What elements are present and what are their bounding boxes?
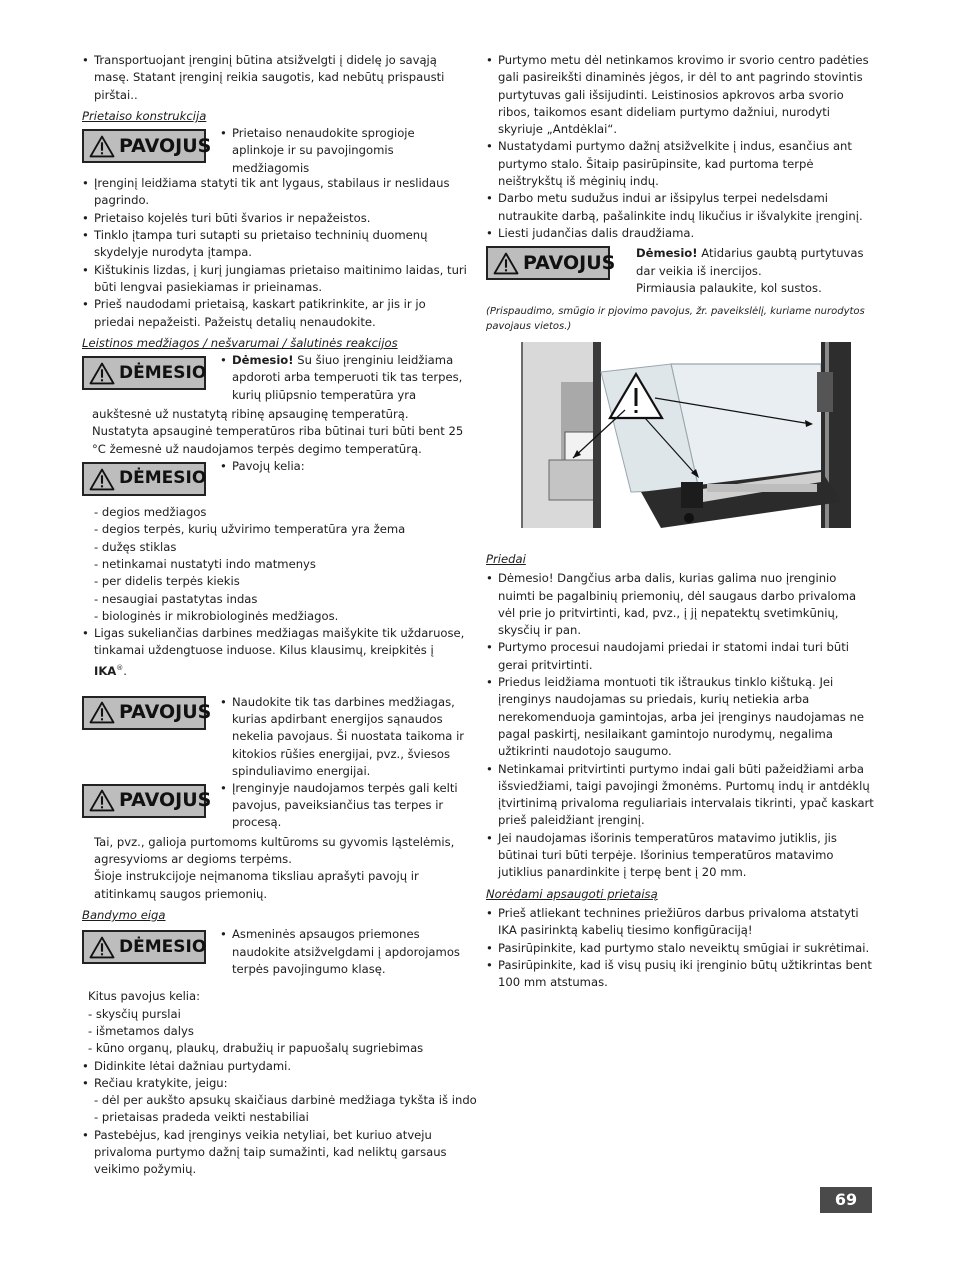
list-item: • Pasirūpinkite, kad iš visų pusių iki įrenginio būtų užtikrintas bent 100 mm atstumas. <box>486 957 874 992</box>
list-item: • Nustatydami purtymo dažnį atsižvelkite į indus, esančius ant purtymo stalo. Šitaip pasirūpinsite, kad purtoma terpė neištrykštų iš mėginių indų. <box>486 138 874 190</box>
list-item: - per didelis terpės kiekis <box>94 574 240 589</box>
list-item: • Liesti judančias dalis draudžiama. <box>486 225 874 242</box>
list-item: • Jei naudojamas išorinis temperatūros matavimo jutiklis, jis būtinai turi būti terpėje. Išorinius temperatūros matavimo jutiklius panardinkite į terpę bent į 20 mm. <box>486 830 874 882</box>
protect-list <box>486 905 874 991</box>
list-item: - degios medžiagos <box>94 505 207 520</box>
warning-triangle-icon <box>89 789 115 812</box>
list-item: - nesaugiai pastatytas indas <box>94 591 258 606</box>
construction-list <box>82 175 467 331</box>
danger-text: Dėmesio! Atidarius gaubtą purtytuvas dar veikia iš inercijos. Pirmiausia palaukite, kol sustos. <box>636 246 864 295</box>
warning-triangle-icon <box>89 135 115 158</box>
danger-block-media <box>82 780 467 832</box>
danger-continuation: Tai, pvz., galioja purtomoms kultūroms su gyvomis ląstelėmis, agresyvioms ar degioms terpėms. Šioje instrukcijoje neįmanoma tiksliau aprašyti pavojų ir atitinkamų saugos priemonių. <box>94 834 455 901</box>
warning-triangle-icon <box>89 701 115 724</box>
danger-text: • Įrenginyje naudojamos terpės gali kelti pavojus, paveiksiančius tas terpes ir procesą. <box>220 780 468 832</box>
list-item: - prietaisas pradeda veikti nestabiliai <box>94 1110 309 1125</box>
slow-increase-bullet: • Didinkite lėtai dažniau purtydami. <box>82 1058 467 1075</box>
list-item: • Purtymo procesui naudojami priedai ir statomi indai turi būti gerai pritvirtinti. <box>486 639 874 674</box>
list-item: - išmetamos dalys <box>88 1023 194 1038</box>
list-item: • Prieš atliekant technines priežiūros darbus privaloma atstatyti IKA pasirinktą kabelių tiesimo konfigūraciją! <box>486 905 874 940</box>
list-item: • Prietaiso kojelės turi būti švarios ir nepažeistos. <box>82 210 467 227</box>
hazard-list <box>82 504 467 625</box>
reduce-shaking-bullet: • Rečiau kratykite, jeigu: - dėl per aukšto apsukų skaičiaus darbinė medžiaga tykšta iš indo - prietaisas pradeda veikti nestabiliai <box>82 1075 467 1127</box>
danger-badge: PAVOJUS <box>486 246 610 280</box>
list-item: - biologinės ir mikrobiologinės medžiagos. <box>94 608 339 623</box>
ika-brand: IKA <box>94 663 117 678</box>
list-item: - dužęs stiklas <box>94 539 177 554</box>
other-hazards-intro: Kitus pavojus kelia: <box>88 989 201 1004</box>
caution-badge: DĖMESIO <box>82 462 206 496</box>
danger-text: • Prietaiso nenaudokite sprogioje aplinkoje ir su pavojingomis medžiagomis <box>220 125 468 177</box>
caution-badge: DĖMESIO <box>82 356 206 390</box>
left-column <box>82 52 477 1179</box>
list-item: • Pasirūpinkite, kad purtymo stalo neveiktų smūgiai ir sukrėtimai. <box>486 940 874 957</box>
caution-text: • Asmeninės apsaugos priemones naudokite atsižvelgdami į apdorojamos terpės pavojingumo klasę. <box>220 926 468 978</box>
list-item: • Prieš naudodami prietaisą, kaskart patikrinkite, ar jis ir jo priedai nepažeisti. Pažeistų detalių nenaudokite. <box>82 296 467 331</box>
section-title-protect: Norėdami apsaugoti prietaisą <box>486 886 658 901</box>
warning-triangle-icon <box>89 468 115 491</box>
section-title-accessories: Priedai <box>486 552 526 566</box>
warning-triangle-icon <box>89 362 115 385</box>
caution-badge: DĖMESIO <box>82 930 206 964</box>
danger-block-explosive <box>82 126 467 175</box>
caution-block-hazards <box>82 459 467 502</box>
list-item: • Dėmesio! Dangčius arba dalis, kurias galima nuo įrenginio nuimti be pagalbinių priemonių, dėl saugaus darbo privaloma vėl prie jo pritvirtinti, kad, pvz., į jį nepatektų svetimkūnių, skysčių ir pan. <box>486 570 874 639</box>
caution-continuation: aukštesnė už nustatytą ribinę apsauginę temperatūrą. Nustatyta apsauginė temperatūros riba būtinai turi būti bent 25 °C žemesnė už naudojamos terpės degimo temperatūrą. <box>92 407 464 456</box>
list-item: • Netinkamai pritvirtinti purtymo indai gali būti pažeidžiami arba išsviedžiami, taigi pavojingi žmonėms. Purtomų indų ir antdėklų įtvirtinimą privaloma reguliariais intervalais tikrinti, ypač kaskart prieš paleidžiant įrenginį. <box>486 761 874 830</box>
other-hazard-list <box>82 1006 467 1058</box>
caution-block-ppe <box>82 927 467 986</box>
section-title-materials: Leistinos medžiagos / nešvarumai / šalutinės reakcijos <box>82 335 398 350</box>
danger-block-inertia <box>486 246 874 298</box>
page-number: 69 <box>820 1187 872 1213</box>
list-item: • Tinklo įtampa turi sutapti su prietaiso techninių duomenų skydelyje nurodyta įtampa. <box>82 227 467 262</box>
list-item: - skysčių purslai <box>88 1006 181 1021</box>
noise-bullet: • Pastebėjus, kad įrenginys veikia netyliai, bet kuriuo atveju privaloma purtymo dažnį taip sumažinti, kad neliktų garsaus veikimo požymių. <box>82 1127 467 1179</box>
list-item: - netinkamai nustatyti indo matmenys <box>94 556 316 571</box>
list-item: • Darbo metu sudužus indui ar išsipylus terpei nedelsdami nutraukite darbą, pašalinkite indų likučius ir išvalykite įrenginį. <box>486 190 874 225</box>
accessory-list <box>486 570 874 881</box>
warning-triangle-icon <box>89 936 115 959</box>
list-item: • Įrenginį leidžiama statyti tik ant lygaus, stabilaus ir neslidaus pagrindo. <box>82 175 467 210</box>
section-title-procedure: Bandymo eiga <box>82 908 166 923</box>
right-column-lower <box>486 547 874 991</box>
operation-list <box>486 52 874 242</box>
danger-text: • Naudokite tik tas darbines medžiagas, kurias apdirbant energijos sąnaudos nekelia pavojaus. Ši nuostata taikoma ir kitokios rūšies energijai, pvz., šviesos spinduliavimo energijai. <box>220 694 468 780</box>
danger-badge: PAVOJUS <box>82 129 206 163</box>
figure-caption: (Prispaudimo, smūgio ir pjovimo pavojus, žr. paveikslėlį, kuriame nurodytos pavojaus vietos.) <box>486 306 865 333</box>
warning-triangle-icon <box>493 252 519 275</box>
list-item: - kūno organų, plaukų, drabužių ir papuošalų sugriebimas <box>88 1041 424 1056</box>
danger-badge: PAVOJUS <box>82 784 206 818</box>
list-item: - degios terpės, kurių užvirimo temperatūra yra žema <box>94 522 406 537</box>
caution-text: • Pavojų kelia: <box>220 458 468 475</box>
list-item: • Purtymo metu dėl netinkamos krovimo ir svorio centro padėties gali pasireikšti dinaminės jėgos, ir dėl to ant pagrindo stovintis purtytuvas gali išsijudinti. Leistinosios apkrovos arba svorio ribos, taikomos esant dideliam purtymo dažniui, nurodyti skyriuje „Antdėklai“. <box>486 52 874 138</box>
list-item: • Kištukinis lizdas, į kurį jungiamas prietaiso maitinimo laidas, turi būti lengvai pasiekiamas ir prieinamas. <box>82 262 467 297</box>
caution-block-flashpoint: DĖMESIO • Dėmesio! Su šiuo įrenginiu leidžiama apdoroti arba temperuoti tik tas terpes, kurių pliūpsnio temperatūra yra <box>82 356 467 404</box>
shaker-hazard-illustration <box>521 342 851 528</box>
ika-contact-bullet: • Ligas sukeliančias darbines medžiagas maišykite tik uždaruose, tinkamai uždengtuose induose. Kilus klausimų, kreipkitės į IKA®. <box>82 625 467 680</box>
danger-badge: PAVOJUS <box>82 696 206 730</box>
right-column <box>486 52 874 334</box>
section-title-construction: Prietaiso konstrukcija <box>82 108 207 123</box>
transport-bullet: • Transportuojant įrenginį būtina atsižvelgti į didelę jo savąją masę. Statant įrenginį reikia saugotis, kad nebūtų prispausti pirštai.. <box>82 52 467 104</box>
list-item: • Priedus leidžiama montuoti tik ištraukus tinklo kištuką. Jei įrenginys naudojamas su priedais, kurių netiekia arba nerekomenduoja gamintojas, arba jei įrenginys naudojamas ne pagal paskirtį, nesilaikant gamintojo nurodymų, negalima užtikrinti naudotojo saugumo. <box>486 674 874 760</box>
danger-block-energy <box>82 696 467 780</box>
list-item: - dėl per aukšto apsukų skaičiaus darbinė medžiaga tykšta iš indo <box>94 1093 477 1108</box>
